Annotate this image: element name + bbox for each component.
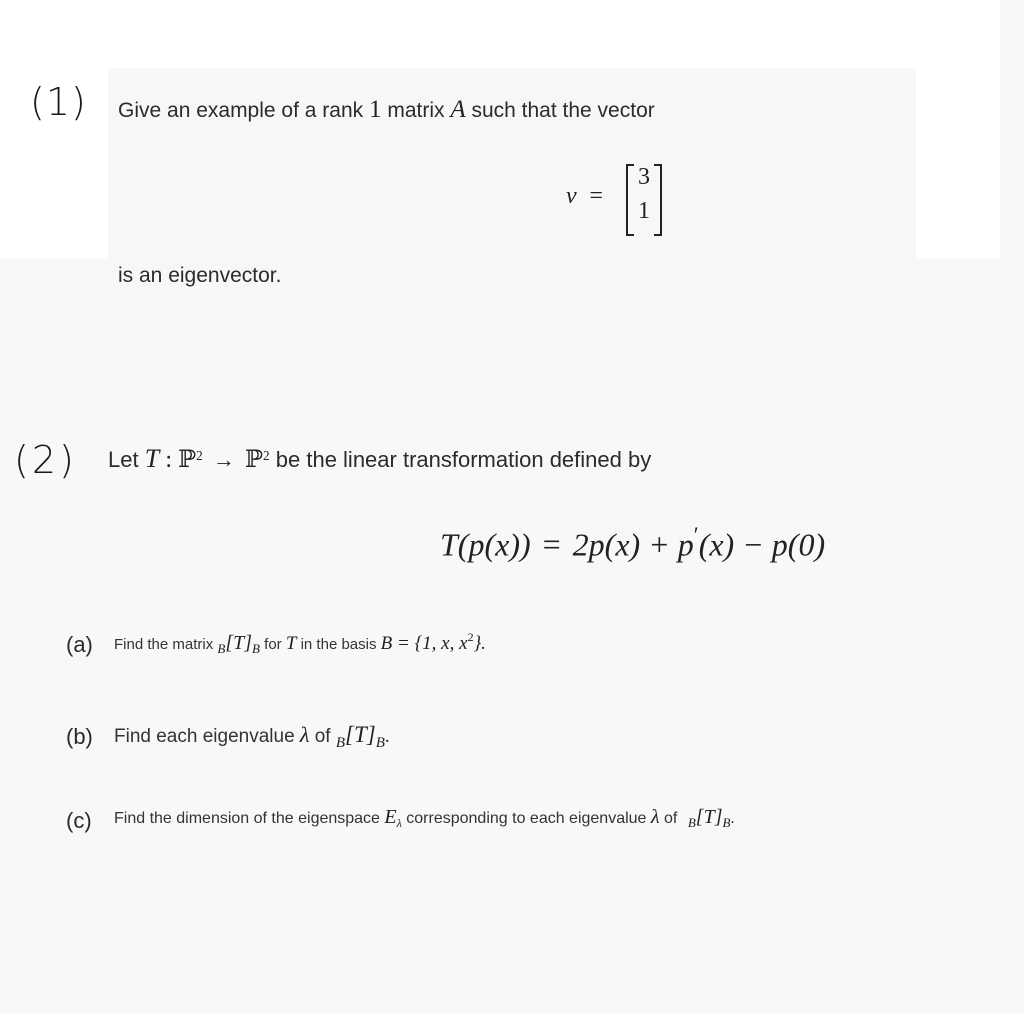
part-c-bracket-T: [T] xyxy=(695,806,723,828)
T-symbol: T xyxy=(144,444,160,473)
part-b-left-sub: B xyxy=(335,735,346,751)
intro-mid: matrix xyxy=(387,99,445,122)
eq-equals: = xyxy=(542,526,561,563)
part-a-T: T xyxy=(285,633,297,654)
part-a-label: (a) xyxy=(66,632,93,657)
eq-rhs-2: (x) − p(0) xyxy=(698,526,826,563)
part-c-mid: corresponding to each eigenvalue xyxy=(406,810,647,827)
eq-rhs-1: 2p(x) + p xyxy=(572,526,694,563)
intro-after: such that the vector xyxy=(471,99,655,122)
part-c-end: . xyxy=(730,810,735,827)
part-a-bracket-T: [T] xyxy=(225,632,253,654)
part-a-basis-exp: 2 xyxy=(467,630,474,644)
part-b-lambda: λ xyxy=(299,722,310,747)
part-c-label: (c) xyxy=(66,808,92,833)
part-c-text xyxy=(114,806,734,831)
part-a-before: Find the matrix xyxy=(114,636,214,653)
colon: : xyxy=(165,447,172,473)
vector-symbol: v xyxy=(566,183,577,209)
domain-space: ℙ xyxy=(178,445,197,473)
maps-to-arrow: → xyxy=(212,447,235,472)
problem-2-intro xyxy=(108,444,651,474)
part-b-label: (b) xyxy=(66,724,93,749)
part-a-mid: for xyxy=(264,636,282,653)
matrix-symbol: A xyxy=(450,96,466,123)
transformation-equation xyxy=(440,522,825,563)
part-a-text xyxy=(114,630,486,657)
part-a-basis: B = {1, x, x xyxy=(380,633,468,654)
part-b-end: . xyxy=(384,726,390,747)
part-b-mid: of xyxy=(314,726,331,747)
problem-1-closing: is an eigenvector. xyxy=(118,264,282,287)
part-b-bracket-T: [T] xyxy=(345,722,376,747)
vector-equation-lhs xyxy=(566,182,603,210)
problem-1-intro xyxy=(118,96,655,124)
part-c-left-sub: B xyxy=(687,815,696,830)
part-b-right-sub: B xyxy=(375,735,385,751)
part-c-lambda: λ xyxy=(650,806,660,828)
eq-prime: ′ xyxy=(693,522,699,547)
part-a-left-sub: B xyxy=(217,641,226,656)
intro-before: Give an example of a rank xyxy=(118,99,364,122)
problem-2-label: (2) xyxy=(14,438,77,482)
part-c-before: Find the dimension of the eigenspace xyxy=(114,810,380,827)
right-bracket xyxy=(654,164,662,236)
part-a-basis-close: }. xyxy=(473,633,486,654)
part-a-after: in the basis xyxy=(300,636,377,653)
equals-sign: = xyxy=(589,183,603,209)
vector-entry-1: 3 xyxy=(638,164,650,190)
part-c-right-sub: B xyxy=(722,815,731,830)
part-b-before: Find each eigenvalue xyxy=(114,726,295,747)
part-c-E-sub: λ xyxy=(396,816,402,830)
part-c-of: of xyxy=(664,810,678,827)
domain-exponent: 2 xyxy=(196,447,203,463)
let-word: Let xyxy=(108,447,139,472)
codomain-exponent: 2 xyxy=(263,447,270,463)
vector-matrix xyxy=(626,160,662,236)
vector-entry-2: 1 xyxy=(638,198,650,224)
eq-lhs-T: T xyxy=(440,526,458,563)
rank-value: 1 xyxy=(368,96,382,123)
part-a-right-sub: B xyxy=(252,641,260,656)
eq-lhs-rest: (p(x)) xyxy=(457,526,531,563)
part-c-E: E xyxy=(384,806,397,828)
defined-by-text: be the linear transformation defined by xyxy=(275,447,652,472)
problem-1-label: (1) xyxy=(30,80,87,124)
codomain-space: ℙ xyxy=(245,445,264,473)
part-b-text xyxy=(114,722,390,752)
